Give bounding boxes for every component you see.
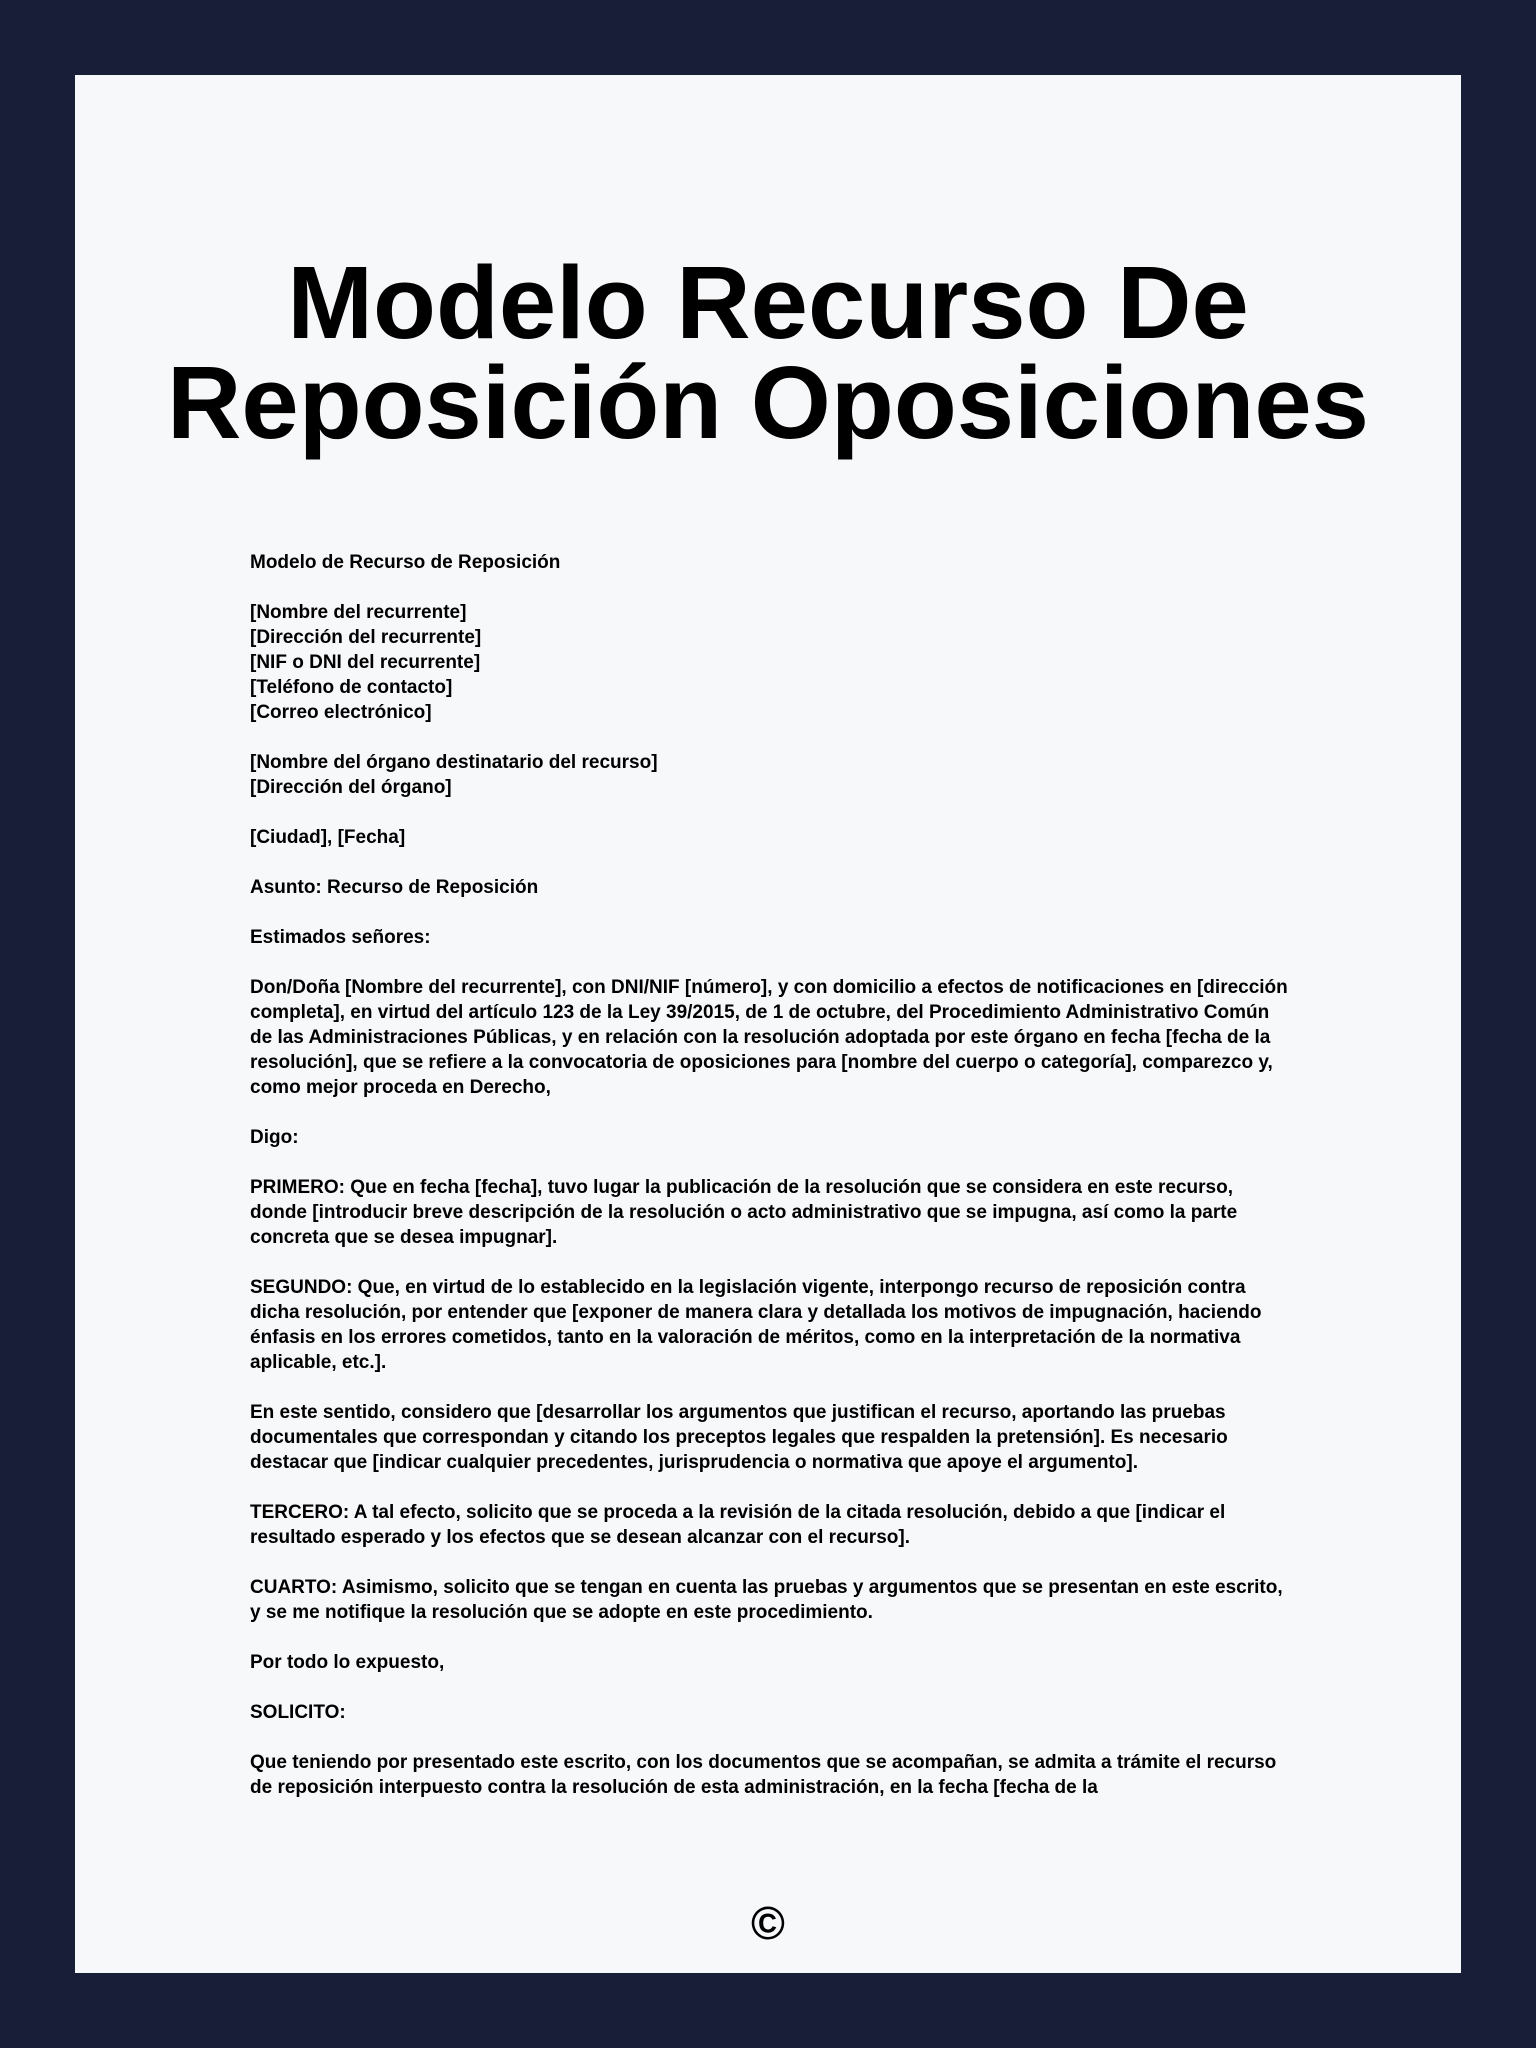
tercero-paragraph: TERCERO: A tal efecto, solicito que se proceda a la revisión de la citada resolución, debido a que [indicar el resultado esperado y los efectos que se desean alcanzar con el recurso].: [250, 1502, 1226, 1548]
copyright-icon: ©: [751, 1897, 785, 1949]
digo-label: Digo:: [250, 1127, 299, 1148]
expuesto-line: Por todo lo expuesto,: [250, 1652, 445, 1673]
segundo-paragraph: SEGUNDO: Que, en virtud de lo establecido en la legislación vigente, interpongo recurso de reposición contra dicha resolución, por entender que [exponer de manera clara y detallada los motivos de impugnación, haciendo énfasis en los errores cometidos, tanto en la valoración de méritos, como en la interpretación de la normativa aplicable, etc.].: [250, 1277, 1262, 1373]
salutation: Estimados señores:: [250, 927, 431, 948]
recipient-block: [Nombre del órgano destinatario del recurso] [Dirección del órgano]: [250, 752, 658, 798]
closing-paragraph: Que teniendo por presentado este escrito, con los documentos que se acompañan, se admita a trámite el recurso de reposición interpuesto contra la resolución de esta administración, en la fecha [fecha de la: [250, 1752, 1277, 1798]
document-page: [75, 75, 1461, 1973]
subject-line: Asunto: Recurso de Reposición: [250, 877, 539, 898]
sentido-paragraph: En este sentido, considero que [desarrollar los argumentos que justifican el recurso, aportando las pruebas documentales que correspondan y citando los preceptos legales que respalden la pretensión]. Es necesario destacar que [indicar cualquier precedentes, jurisprudencia o normativa que apoye el argumento].: [250, 1402, 1228, 1473]
letter-heading: Modelo de Recurso de Reposición: [250, 552, 561, 573]
letter-body: [250, 550, 1290, 1908]
solicito-label: SOLICITO:: [250, 1702, 346, 1723]
place-date: [Ciudad], [Fecha]: [250, 827, 406, 848]
title-line-2: Reposición Oposiciones: [167, 345, 1369, 460]
document-title: [75, 245, 1461, 460]
primero-paragraph: PRIMERO: Que en fecha [fecha], tuvo lugar la publicación de la resolución que se considera en este recurso, donde [introducir breve descripción de la resolución o acto administrativo que se impugna, así como la parte concreta que se desea impugnar].: [250, 1177, 1238, 1248]
cuarto-paragraph: CUARTO: Asimismo, solicito que se tengan en cuenta las pruebas y argumentos que se presentan en este escrito, y se me notifique la resolución que se adopte en este procedimiento.: [250, 1577, 1283, 1623]
title-line-1: Modelo Recurso De: [287, 245, 1249, 360]
intro-paragraph: Don/Doña [Nombre del recurrente], con DNI/NIF [número], y con domicilio a efectos de notificaciones en [dirección completa], en virtud del artículo 123 de la Ley 39/2015, de 1 de octubre, del Procedimiento Administrativo Común de las Administraciones Públicas, y en relación con la resolución adoptada por este órgano en fecha [fecha de la resolución], que se refiere a la convocatoria de oposiciones para [nombre del cuerpo o categoría], comparezco y, como mejor proceda en Derecho,: [250, 977, 1288, 1098]
sender-block: [Nombre del recurrente] [Dirección del recurrente] [NIF o DNI del recurrente] [Teléfono de contacto] [Correo electrónico]: [250, 602, 482, 723]
